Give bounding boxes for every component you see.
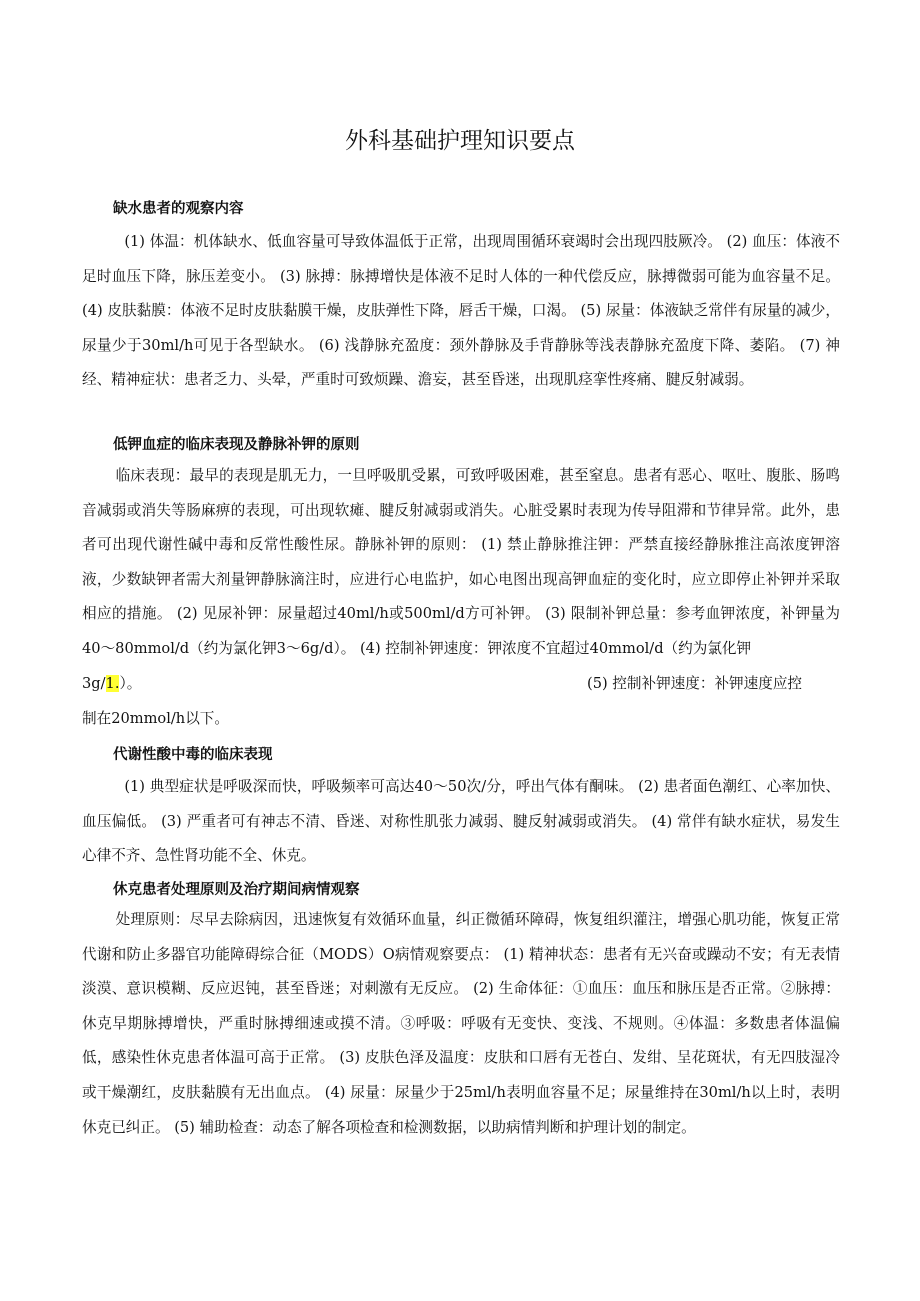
hypokalemia-tail-suffix: ）。 bbox=[119, 675, 142, 692]
section-paragraph-acidosis: (1) 典型症状是呼吸深而快，呼吸频率可高达40～50次/分，呼出气体有酮味。 (2) 患者面色潮红、心率加快、血压偏低。 (3) 严重者可有神志不清、昏迷、对称性肌张力减弱、腱反射减弱或消失。 (4) 常伴有缺水症状，易发生心律不齐、急性肾功能不全、休克。 bbox=[82, 778, 840, 865]
hypokalemia-tail-prefix: 3g/ bbox=[82, 675, 106, 692]
hypokalemia-last-line: 制在20mmol/h以下。 bbox=[82, 710, 229, 727]
hypokalemia-right-line: (5) 控制补钾速度：补钾速度应控 bbox=[587, 675, 803, 692]
section-paragraph-dehydration: (1) 体温：机体缺水、低血容量可导致体温低于正常，出现周围循环衰竭时会出现四肢厥冷。 (2) 血压：体液不足时血压下降，脉压差变小。 (3) 脉搏：脉搏增快是体液不足时人体的一种代偿反应，脉搏微弱可能为血容量不足。 (4) 皮肤黏膜：体液不足时皮肤黏膜干燥，皮肤弹性下降，唇舌干燥，口渴。 (5) 尿量：体液缺乏常伴有尿量的减少，尿量少于30ml/h可见于各型缺水。 (6) 浅静脉充盈度：颈外静脉及手背静脉等浅表静脉充盈度下降、萎陷。 (7) 神经、精神症状：患者乏力、头晕，严重时可致烦躁、澹妄，甚至昏迷，出现肌痉挛性疼痛、腱反射减弱。 bbox=[82, 233, 840, 389]
hypokalemia-tail-line bbox=[82, 670, 141, 698]
section-paragraph-shock: 处理原则：尽早去除病因，迅速恢复有效循环血量，纠正微循环障碍，恢复组织灌注，增强心肌功能，恢复正常代谢和防止多器官功能障碍综合征（MODS）O病情观察要点： (1) 精神状态：患者有无兴奋或躁动不安；有无表情淡漠、意识模糊、反应迟钝，甚至昏迷；对刺激有无反应。 (2) 生命体征：①血压：血压和脉压是否正常。②脉搏：休克早期脉搏增快，严重时脉搏细速或摸不清。③呼吸：呼吸有无变快、变浅、不规则。④体温：多数患者体温偏低，感染性休克患者体温可高于正常。 (3) 皮肤色泽及温度：皮肤和口唇有无苍白、发绀、呈花斑状，有无四肢湿冷或干燥潮红，皮肤黏膜有无出血点。 (4) 尿量：尿量少于25ml/h表明血容量不足；尿量维持在30ml/h以上时，表明休克已纠正。 (5) 辅助检查：动态了解各项检查和检测数据，以助病情判断和护理计划的制定。 bbox=[82, 911, 840, 1136]
section-heading-dehydration: 缺水患者的观察内容 bbox=[113, 201, 244, 217]
highlighted-text: 1. bbox=[105, 675, 120, 692]
section-heading-shock: 休克患者处理原则及治疗期间病情观察 bbox=[113, 882, 360, 898]
section-heading-acidosis: 代谢性酸中毒的临床表现 bbox=[113, 747, 273, 763]
hypokalemia-main-text: 临床表现：最早的表现是肌无力，一旦呼吸肌受累，可致呼吸困难，甚至窒息。患者有恶心、呕吐、腹胀、肠鸣音减弱或消失等肠麻痹的表现，可出现软瘫、腱反射减弱或消失。心脏受累时表现为传导阻滞和节律异常。此外，患者可出现代谢性碱中毒和反常性酸性尿。静脉补钾的原则： (1) 禁止静脉推注钾：严禁直接经静脉推注高浓度钾溶液，少数缺钾者需大剂量钾静脉滴注时，应进行心电监护，如心电图出现高钾血症的变化时，应立即停止补钾并采取相应的措施。 (2) 见尿补钾：尿量超过40ml/h或500ml/d方可补钾。 (3) 限制补钾总量：参考血钾浓度，补钾量为40～80mmol/d（约为氯化钾3～6g/d）。 (4) 控制补钾速度：钾浓度不宜超过40mmol/d（约为氯化钾 bbox=[82, 467, 840, 657]
page-title: 外科基础护理知识要点 bbox=[345, 128, 575, 154]
section-heading-hypokalemia: 低钾血症的临床表现及静脉补钾的原则 bbox=[113, 437, 360, 453]
section-paragraph-hypokalemia bbox=[82, 459, 840, 667]
